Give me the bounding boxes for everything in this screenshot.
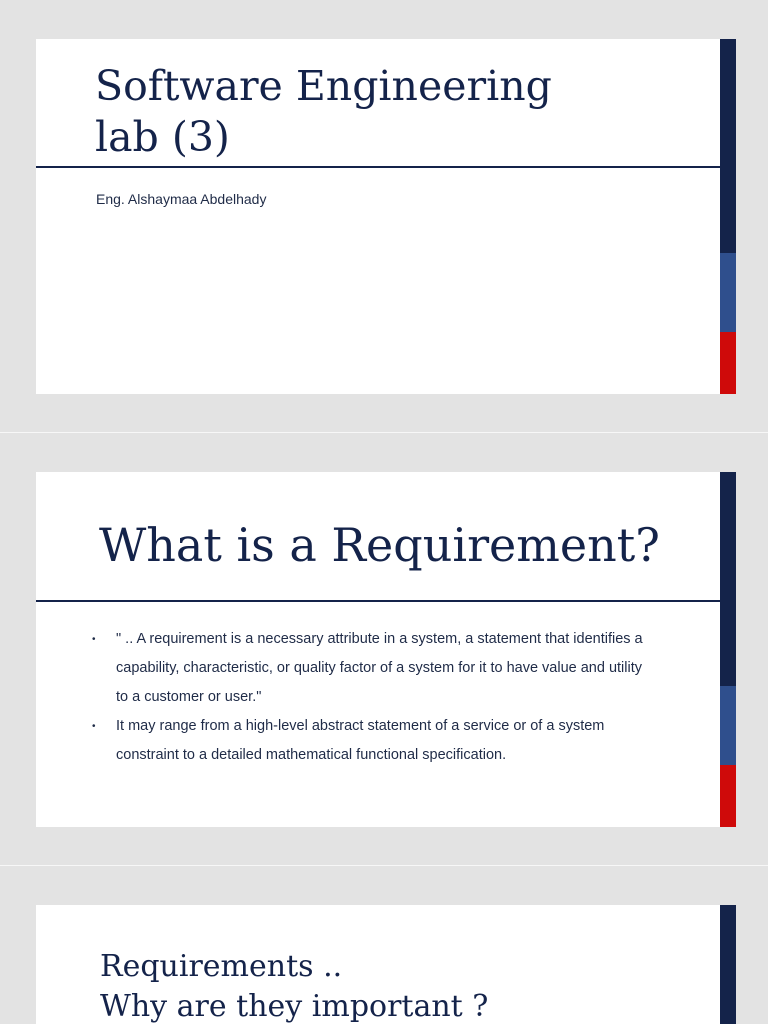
bullet-dot-icon: •	[92, 634, 96, 645]
title-divider	[36, 600, 720, 602]
title-line-1: Requirements ..	[100, 949, 343, 984]
accent-navy-segment	[720, 905, 736, 1024]
author-subtitle: Eng. Alshaymaa Abdelhady	[96, 191, 267, 207]
slide-3	[36, 905, 736, 1024]
accent-bar	[720, 472, 736, 827]
title-line-2: lab (3)	[95, 113, 230, 161]
page-separator	[0, 865, 768, 866]
accent-blue-segment	[720, 686, 736, 765]
bullet-text: It may range from a high-level abstract statement of a service or of a system constraint to a detailed mathematical functional specification.	[116, 718, 605, 763]
bullet-dot-icon: •	[92, 721, 96, 732]
accent-red-segment	[720, 332, 736, 394]
list-item	[92, 625, 652, 712]
bullet-list	[92, 625, 652, 770]
accent-blue-segment	[720, 253, 736, 332]
accent-navy-segment	[720, 39, 736, 253]
title-line-1: Software Engineering	[95, 62, 552, 110]
slide-2	[36, 472, 736, 827]
page-separator	[0, 432, 768, 433]
slide-title	[100, 947, 700, 1024]
accent-navy-segment	[720, 472, 736, 686]
slide-1	[36, 39, 736, 394]
list-item	[92, 712, 652, 770]
accent-bar	[720, 39, 736, 394]
bullet-text: " .. A requirement is a necessary attribute in a system, a statement that identifies a capability, characteristic, or quality factor of a system for it to have value and utility to a customer or user."	[116, 631, 643, 705]
slide-title: What is a Requirement?	[99, 518, 660, 572]
title-line-2: Why are they important ?	[100, 989, 489, 1024]
slide-title	[95, 61, 695, 163]
accent-bar	[720, 905, 736, 1024]
title-divider	[36, 166, 720, 168]
accent-red-segment	[720, 765, 736, 827]
